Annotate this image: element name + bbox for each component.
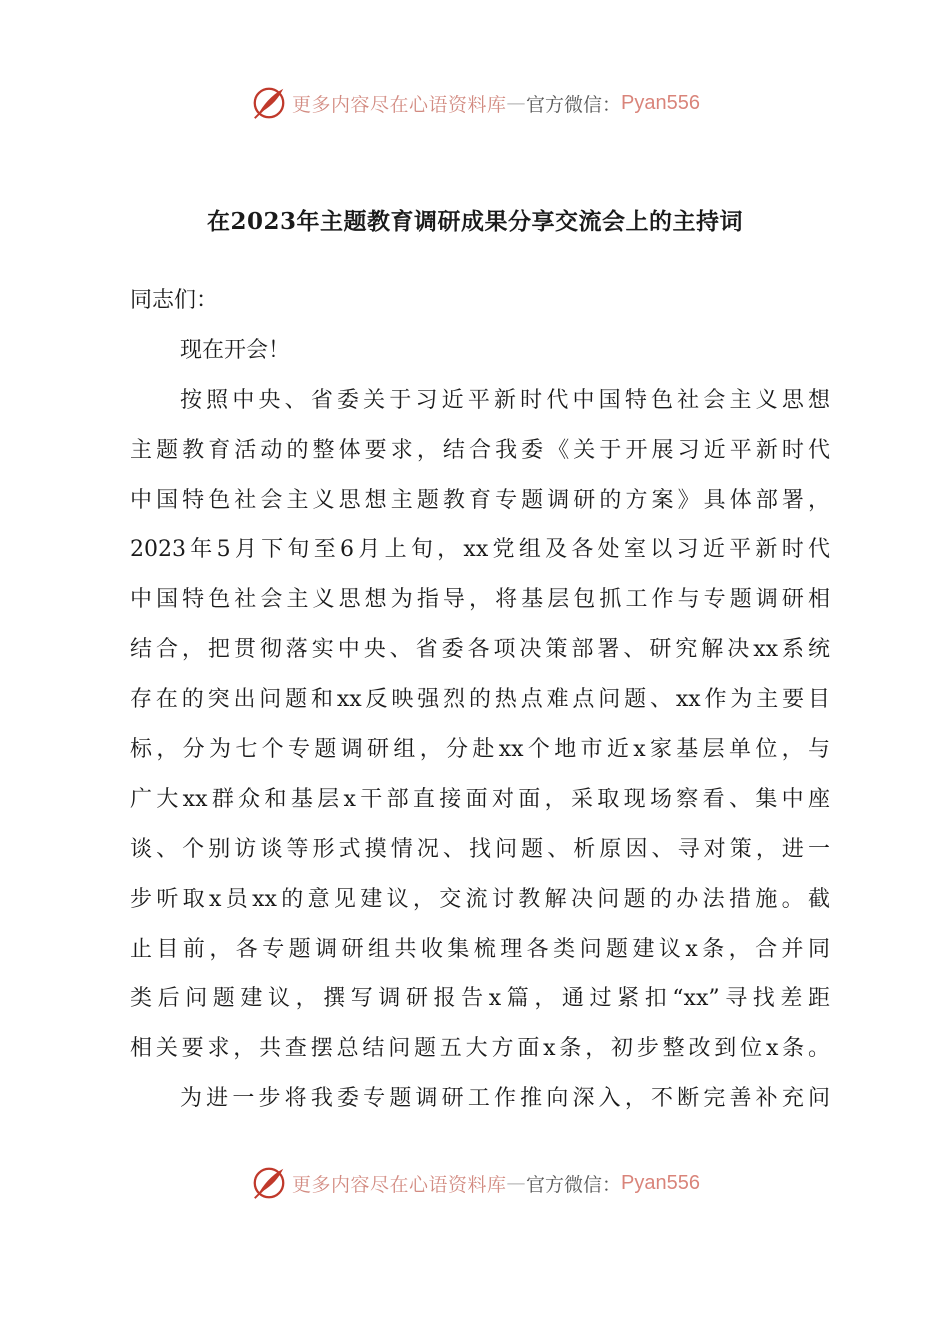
text-line: 存在的突出问题和xx反映强烈的热点难点问题、xx作为主要目 [130,687,830,713]
paragraph-2 [130,1074,830,1124]
watermark-text: 更多内容尽在心语资料库 [292,93,507,116]
text-line: 为进一步将我委专题调研工作推向深入，不断完善补充问 [180,1086,830,1112]
quill-logo-icon [250,1164,288,1202]
paragraph-1 [130,376,830,1074]
text-line: 类后问题建议，撰写调研报告x篇，通过紧扣“xx”寻找差距 [130,986,830,1012]
text-line: 广大xx群众和基层x干部直接面对面，采取现场察看、集中座 [130,786,830,812]
text-line: 中国特色社会主义思想主题教育专题调研的方案》具体部署， [130,487,830,513]
watermark-banner-bottom [0,1160,950,1206]
text-line: 相关要求，共查摆总结问题五大方面x条，初步整改到位x条。 [130,1036,830,1062]
text-line: 中国特色社会主义思想为指导，将基层包抓工作与专题调研相 [130,587,830,613]
text-line: 谈、个别访谈等形式摸情况、找问题、析原因、寻对策，进一 [130,836,830,862]
watermark-banner-top [0,80,950,126]
wechat-id: Pyan556 [621,91,700,114]
wechat-label: 官方微信： [526,93,622,116]
text-line: 步听取x员xx的意见建议，交流讨教解决问题的办法措施。截 [130,886,830,912]
text-line: 2023年5月下旬至6月上旬，xx党组及各处室以习近平新时代 [130,537,830,563]
text-line: 结合，把贯彻落实中央、省委各项决策部署、研究解决xx系统 [130,637,830,663]
watermark-separator: — [506,92,527,114]
quill-logo-icon [250,84,288,122]
text-line: 主题教育活动的整体要求，结合我委《关于开展习近平新时代 [130,437,830,463]
opening-line: 现在开会！ [180,337,291,363]
wechat-id: Pyan556 [621,1171,700,1194]
wechat-label: 官方微信： [526,1173,622,1196]
document-title: 在2023年主题教育调研成果分享交流会上的主持词 [206,208,743,235]
text-line: 止目前，各专题调研组共收集梳理各类问题建议x条，合并同 [130,936,830,962]
watermark-text: 更多内容尽在心语资料库 [292,1173,507,1196]
salutation: 同志们： [130,288,219,313]
text-line: 按照中央、省委关于习近平新时代中国特色社会主义思想 [180,387,830,413]
watermark-separator: — [506,1172,527,1194]
text-line: 标，分为七个专题调研组，分赴xx个地市近x家基层单位，与 [130,737,830,763]
document-body [130,276,830,1124]
